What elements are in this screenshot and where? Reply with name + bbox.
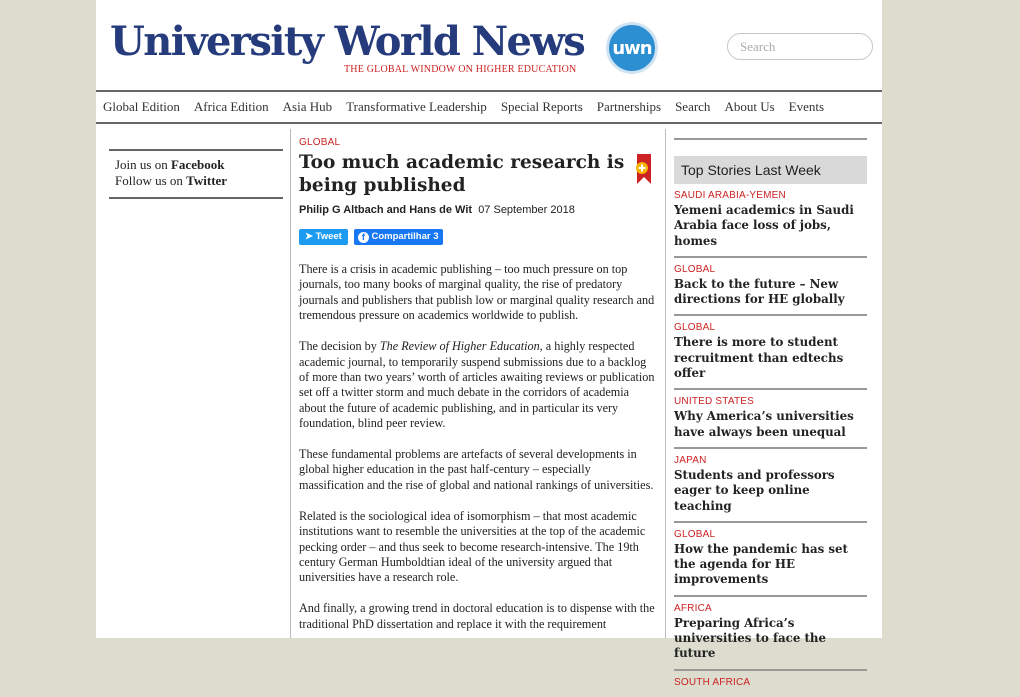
story-region[interactable]: UNITED STATES — [674, 396, 755, 408]
facebook-link[interactable]: Facebook — [170, 157, 225, 172]
search-input[interactable] — [728, 34, 872, 59]
nav-item-search[interactable]: Search — [675, 99, 711, 114]
article-date: 07 September 2018 — [478, 204, 575, 216]
story-item — [674, 390, 867, 449]
story-title[interactable]: Preparing Africa’s universities to face the future — [674, 615, 826, 661]
tweet-button[interactable] — [299, 229, 348, 245]
story-item — [674, 449, 867, 523]
uwn-logo-icon[interactable] — [606, 22, 658, 74]
top-stories-sidebar — [674, 138, 867, 697]
story-item — [674, 316, 867, 390]
nav-item-transformative-leadership[interactable]: Transformative Leadership — [346, 99, 487, 114]
paragraph-text: The decision by — [299, 339, 380, 354]
article-headline: Too much academic research is being published — [299, 152, 625, 196]
story-title[interactable]: How the pandemic has set the agenda for HE improvements — [674, 541, 848, 587]
twitter-prefix: Follow us on — [115, 173, 187, 188]
story-region[interactable]: GLOBAL — [674, 322, 716, 334]
story-item — [674, 597, 867, 671]
twitter-line — [115, 173, 283, 189]
facebook-prefix: Join us on — [115, 157, 171, 172]
logo-badge-text: uwn — [612, 37, 652, 59]
site-tagline: THE GLOBAL WINDOW ON HIGHER EDUCATION — [344, 64, 577, 75]
article-kicker[interactable]: GLOBAL — [299, 137, 341, 148]
nav-item-asia-hub[interactable]: Asia Hub — [282, 99, 333, 114]
article-authors[interactable]: Philip G Altbach and Hans de Wit — [299, 204, 473, 216]
story-region[interactable]: GLOBAL — [674, 263, 716, 275]
article-paragraph: These fundamental problems are artefacts of several developments in global higher education in the past half-century – especially massification and the rise of global and national rankings of universities. — [299, 447, 654, 492]
story-title[interactable]: There is more to student recruitment than edtechs offer — [674, 335, 844, 381]
story-title[interactable]: Students and professors eager to keep online teaching — [674, 467, 835, 513]
share-label: Compartilhar 3 — [371, 231, 439, 242]
nav-item-africa-edition[interactable]: Africa Edition — [193, 99, 269, 114]
story-region[interactable]: AFRICA — [674, 602, 712, 614]
story-title[interactable]: Why America’s universities have always been unequal — [674, 409, 854, 439]
nav-item-special-reports[interactable]: Special Reports — [500, 99, 583, 114]
nav-item-global-edition[interactable]: Global Edition — [103, 99, 180, 114]
story-item — [674, 671, 867, 697]
top-stories-heading: Top Stories Last Week — [674, 156, 867, 184]
facebook-share-button[interactable] — [354, 229, 443, 245]
page — [96, 0, 882, 688]
article-paragraph: And finally, a growing trend in doctoral education is to dispense with the traditional PhD dissertation and replace it with the requirement — [299, 601, 655, 631]
search-box[interactable] — [727, 33, 873, 60]
facebook-f-icon: f — [358, 232, 369, 243]
main-nav — [96, 90, 882, 124]
twitter-bird-icon: ➤ — [305, 231, 313, 242]
social-links-box — [109, 149, 283, 199]
article-paragraph: Related is the sociological idea of isomorphism – that most academic institutions want to resemble the universities at the top of the academic pecking order – and thus seek to become research-intensive. The 19th century German Humboldtian ideal of the university argued that universities have a research role. — [299, 508, 646, 585]
site-title[interactable]: University World News — [110, 18, 585, 65]
byline — [299, 204, 657, 216]
story-region[interactable]: SAUDI ARABIA-YEMEN — [674, 190, 786, 201]
story-title[interactable]: Back to the future – New directions for HE globally — [674, 276, 845, 307]
story-item — [674, 184, 867, 258]
story-region[interactable]: JAPAN — [674, 454, 707, 466]
article-paragraph: There is a crisis in academic publishing – too much pressure on top journals, too many books of marginal quality, the rise of predatory journals and publishers that publish low or marginal quality research and tremendous pressure on academics worldwide to publish. — [299, 262, 655, 323]
paragraph-text: , a highly respected academic journal, to temporarily suspend submissions due to a backlog of more than two years’ worth of articles awaiting reviews or publication set off a twitter storm and much debate in the corridors of academia about the future of academic publishing, and in particular its very foundation, blind peer review. — [299, 339, 655, 431]
story-item — [674, 258, 867, 317]
article-paragraph — [299, 339, 657, 431]
site-logo[interactable] — [110, 18, 590, 80]
story-region[interactable]: GLOBAL — [674, 528, 716, 540]
bookmark-plus-icon[interactable] — [635, 154, 653, 184]
nav-item-about-us[interactable]: About Us — [724, 99, 775, 114]
story-region[interactable]: SOUTH AFRICA — [674, 676, 751, 688]
article — [290, 129, 666, 638]
share-row — [299, 229, 657, 245]
article-body — [299, 262, 657, 632]
nav-item-partnerships[interactable]: Partnerships — [596, 99, 662, 114]
story-title[interactable]: Yemeni academics in Saudi Arabia face loss of jobs, homes — [674, 203, 854, 248]
story-item — [674, 523, 867, 597]
facebook-line — [115, 157, 283, 173]
journal-title: The Review of Higher Education — [379, 339, 540, 354]
tweet-label: Tweet — [315, 231, 342, 242]
nav-item-events[interactable]: Events — [788, 99, 825, 114]
twitter-link[interactable]: Twitter — [186, 173, 228, 188]
